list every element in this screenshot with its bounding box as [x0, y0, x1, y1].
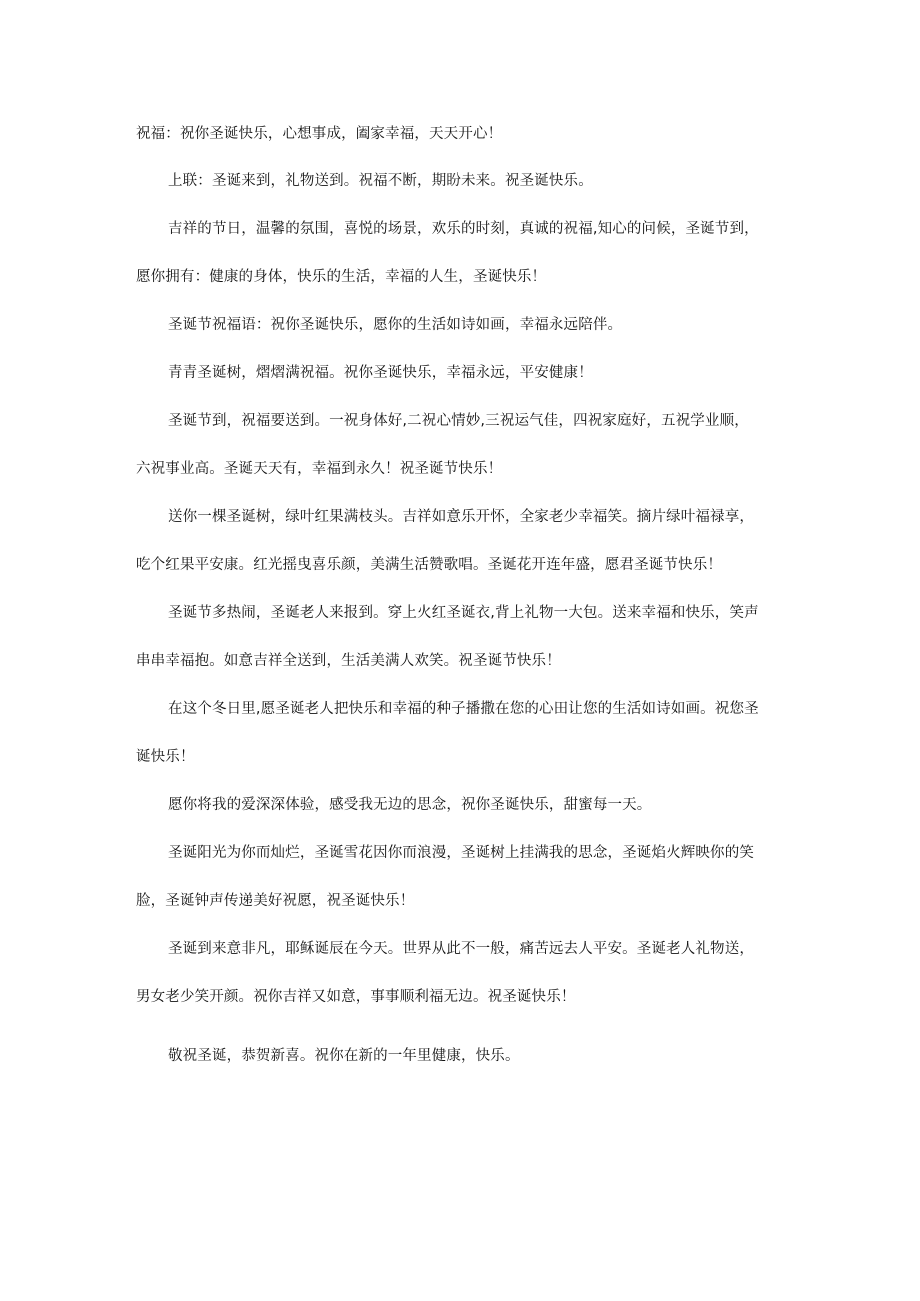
text-line: 圣诞节到，祝福要送到。一祝身体好,二祝心情妙,三祝运气佳，四祝家庭好，五祝学业顺， — [168, 413, 749, 429]
text-line: 脸，圣诞钟声传递美好祝愿，祝圣诞快乐！ — [136, 893, 415, 909]
text-line: 圣诞节祝福语：祝你圣诞快乐，愿你的生活如诗如画，幸福永远陪伴。 — [168, 317, 623, 333]
text-line: 串串幸福抱。如意吉祥全送到，生活美满人欢笑。祝圣诞节快乐！ — [136, 653, 561, 669]
text-line: 吃个红果平安康。红光摇曳喜乐颜，美满生活赞歌唱。圣诞花开连年盛，愿君圣诞节快乐！ — [136, 557, 722, 573]
text-line: 六祝事业高。圣诞天天有，幸福到永久！祝圣诞节快乐！ — [136, 461, 503, 477]
text-line: 青青圣诞树，熠熠满祝福。祝你圣诞快乐，幸福永远，平安健康！ — [168, 365, 593, 381]
text-line: 圣诞节多热闹，圣诞老人来报到。穿上火红圣诞衣,背上礼物一大包。送来幸福和快乐，笑声 — [168, 605, 759, 621]
text-line: 在这个冬日里,愿圣诞老人把快乐和幸福的种子播撒在您的心田让您的生活如诗如画。祝您圣 — [168, 701, 759, 717]
text-line: 敬祝圣诞，恭贺新喜。祝你在新的一年里健康，快乐。 — [168, 1048, 520, 1064]
text-line: 圣诞阳光为你而灿烂，圣诞雪花因你而浪漫，圣诞树上挂满我的思念，圣诞焰火辉映你的笑 — [168, 845, 754, 861]
text-line: 上联：圣诞来到，礼物送到。祝福不断，期盼未来。祝圣诞快乐。 — [168, 173, 593, 189]
text-line: 诞快乐！ — [136, 749, 195, 765]
text-line: 送你一棵圣诞树，绿叶红果满枝头。吉祥如意乐开怀，全家老少幸福笑。摘片绿叶福禄享， — [168, 509, 754, 525]
text-line: 男女老少笑开颜。祝你吉祥又如意，事事顺利福无边。祝圣诞快乐！ — [136, 989, 576, 1005]
text-line: 圣诞到来意非凡，耶稣诞辰在今天。世界从此不一般，痛苦远去人平安。圣诞老人礼物送， — [168, 941, 754, 957]
text-line: 愿你将我的爱深深体验，感受我无边的思念，祝你圣诞快乐，甜蜜每一天。 — [168, 797, 652, 813]
text-line: 愿你拥有：健康的身体，快乐的生活，幸福的人生，圣诞快乐！ — [136, 269, 547, 285]
text-line: 吉祥的节日，温馨的氛围，喜悦的场景，欢乐的时刻，真诚的祝福,知心的问候，圣诞节到， — [168, 221, 759, 237]
text-line: 祝福：祝你圣诞快乐，心想事成，阖家幸福，天天开心！ — [136, 126, 503, 142]
